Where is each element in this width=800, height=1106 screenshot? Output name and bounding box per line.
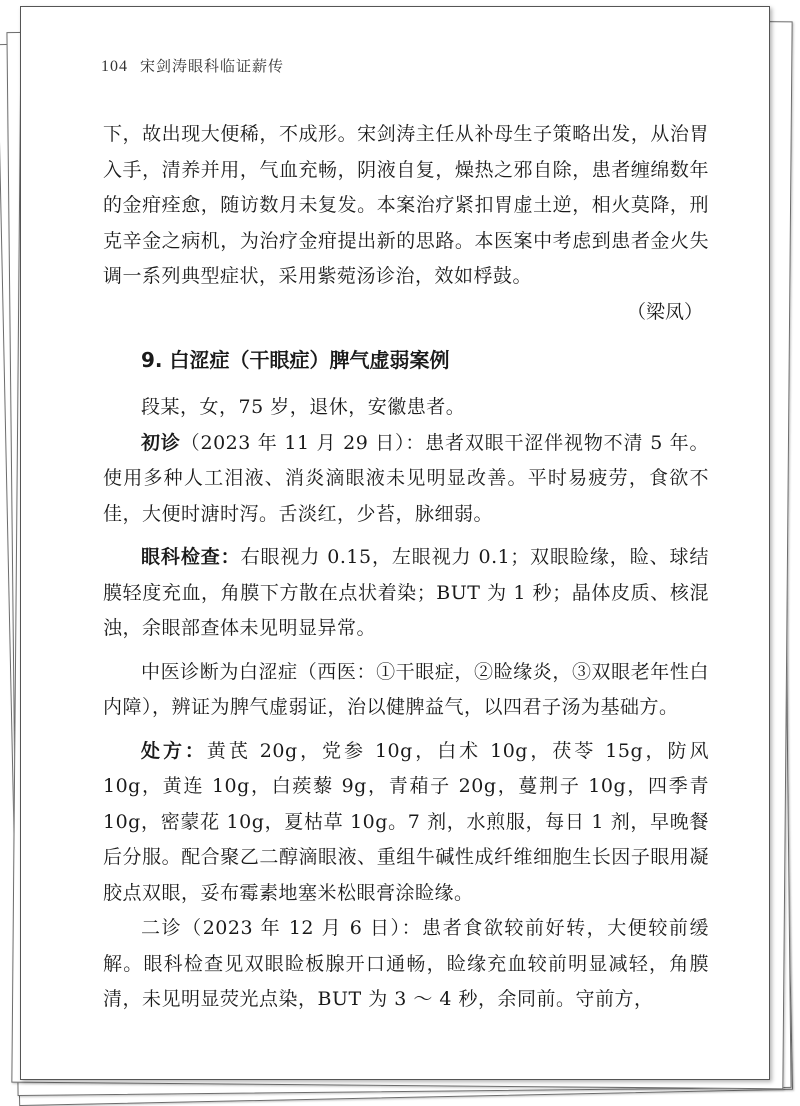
prescription-paragraph bbox=[103, 734, 709, 912]
eye-exam-text: 右眼视力 0.15，左眼视力 0.1；双眼睑缘，睑、球结膜轻度充血，角膜下方散在点状着染；BUT 为 1 秒；晶体皮质、核混浊，余眼部查体未见明显异常。 bbox=[103, 546, 709, 639]
eye-exam-label: 眼科检查： bbox=[141, 546, 241, 568]
continuation-paragraph: 下，故出现大便稀，不成形。宋剑涛主任从补母生子策略出发，从治胃入手，清养并用，气血充畅，阴液自复，燥热之邪自除，患者缠绵数年的金疳痊愈，随访数月未复发。本案治疗紧扣胃虚土逆，相火莫降，刑克辛金之病机，为治疗金疳提出新的思路。本医案中考虑到患者金火失调一系列典型症状，采用紫菀汤诊治，效如桴鼓。 bbox=[103, 123, 709, 287]
book-page bbox=[20, 6, 770, 1080]
book-title: 宋剑涛眼科临证薪传 bbox=[140, 57, 285, 75]
prescription-text: 黄芪 20g，党参 10g，白术 10g，茯苓 15g，防风 10g，黄连 10g，白蒺藜 9g，青葙子 20g，蔓荆子 10g，四季青 10g，密蒙花 10g，夏枯草 10g。7 剂，水煎服，每日 1 剂，早晚餐后分服。配合聚乙二醇滴眼液、重组牛碱性成纤维细胞生长因子眼用凝胶点双眼，妥布霉素地塞米松眼膏涂睑缘。 bbox=[103, 739, 709, 904]
page-content bbox=[103, 117, 709, 1018]
page-number: 104 bbox=[101, 58, 128, 75]
first-visit-paragraph bbox=[103, 426, 709, 533]
patient-info: 段某，女，75 岁，退休，安徽患者。 bbox=[141, 396, 466, 418]
running-head bbox=[101, 55, 284, 76]
diagnosis-paragraph: 中医诊断为白涩症（西医：①干眼症，②睑缘炎，③双眼老年性白内障），辨证为脾气虚弱证，治以健脾益气，以四君子汤为基础方。 bbox=[103, 660, 709, 718]
eye-exam-paragraph bbox=[103, 540, 709, 647]
first-visit-label: 初诊 bbox=[141, 431, 181, 454]
case-section-title: 9. 白涩症（干眼症）脾气虚弱案例 bbox=[141, 348, 450, 372]
author-signature: （梁凤） bbox=[626, 300, 703, 323]
first-visit-text: （2023 年 11 月 29 日）：患者双眼干涩伴视物不清 5 年。使用多种人工泪液、消炎滴眼液未见明显改善。平时易疲劳，食欲不佳，大便时溏时泻。舌淡红，少苔，脉细弱。 bbox=[103, 431, 709, 525]
prescription-label: 处方： bbox=[141, 739, 207, 762]
second-visit-paragraph: 二诊（2023 年 12 月 6 日）：患者食欲较前好转，大便较前缓解。眼科检查见双眼睑板腺开口通畅，睑缘充血较前明显减轻，角膜清，未见明显荧光点染，BUT 为 3 ～ 4 秒，余同前。守前方， bbox=[103, 917, 709, 1010]
